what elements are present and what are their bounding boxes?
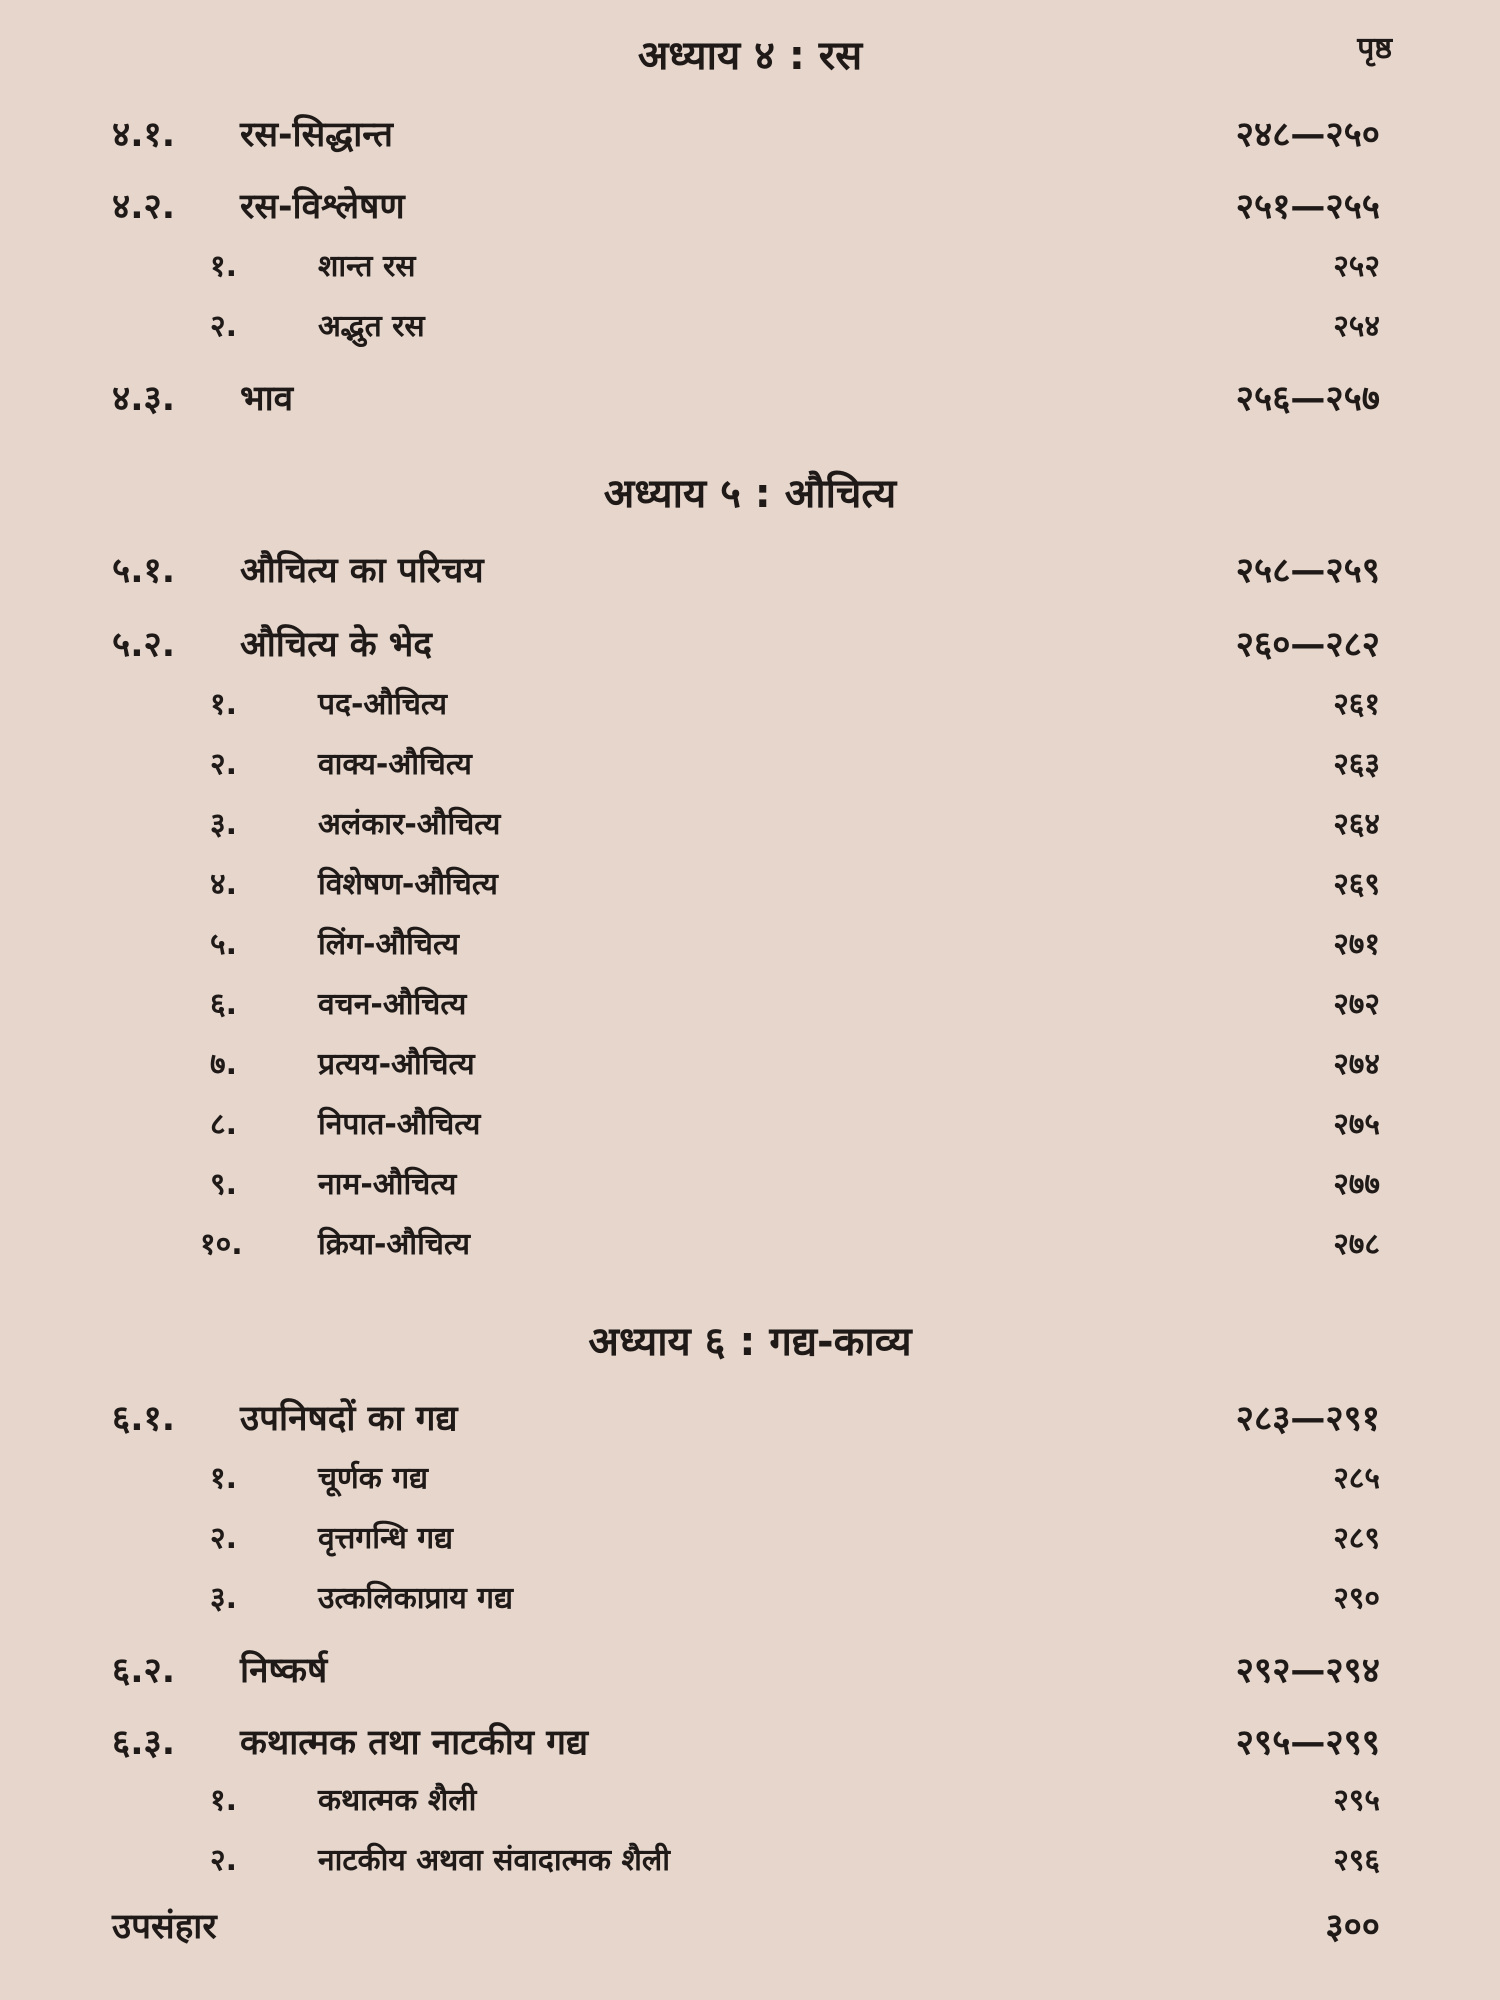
subentry-title: लिंग-औचित्य <box>318 927 460 962</box>
subentry-pages: २६४ <box>1333 807 1380 842</box>
subentry-title: विशेषण-औचित्य <box>318 867 498 902</box>
entry-title: कथात्मक तथा नाटकीय गद्य <box>240 1723 589 1763</box>
entry-number: ६.१. <box>112 1399 175 1439</box>
subentry-number: ६. <box>210 987 237 1022</box>
subentry-pages: २७४ <box>1333 1047 1380 1082</box>
entry-pages: २९५—२९९ <box>1235 1723 1380 1763</box>
toc-entry-4-3 <box>0 374 1500 426</box>
toc-subentry <box>0 1456 1500 1508</box>
entry-pages: २६०—२८२ <box>1235 625 1380 665</box>
toc-subentry <box>0 1162 1500 1214</box>
toc-subentry <box>0 1576 1500 1628</box>
subentry-number: ९. <box>210 1167 237 1202</box>
subentry-number: ७. <box>210 1047 237 1082</box>
subentry-number: १०. <box>200 1227 243 1262</box>
subentry-pages: २७१ <box>1333 927 1380 962</box>
subentry-number: ३. <box>210 1581 237 1616</box>
toc-subentry <box>0 1838 1500 1890</box>
subentry-pages: २९६ <box>1333 1843 1380 1878</box>
toc-subentry <box>0 1102 1500 1154</box>
toc-subentry <box>0 742 1500 794</box>
subentry-pages: २८९ <box>1333 1521 1380 1556</box>
entry-title: औचित्य का परिचय <box>240 551 484 591</box>
entry-number: ४.२. <box>112 187 175 227</box>
subentry-pages: २६३ <box>1333 747 1380 782</box>
entry-title: उपसंहार <box>112 1907 217 1947</box>
entry-title: निष्कर्ष <box>240 1651 328 1691</box>
entry-title: उपनिषदों का गद्य <box>240 1399 458 1439</box>
subentry-number: ३. <box>210 807 237 842</box>
toc-subentry <box>0 1516 1500 1568</box>
entry-title: औचित्य के भेद <box>240 625 432 665</box>
entry-pages: ३०० <box>1325 1907 1380 1947</box>
entry-number: ५.२. <box>112 625 175 665</box>
chapter-5-heading: अध्याय ५ : औचित्य <box>603 471 897 517</box>
toc-subentry <box>0 982 1500 1034</box>
page-column-header: पृष्ठ <box>1357 31 1392 66</box>
subentry-title: पद-औचित्य <box>318 687 448 722</box>
subentry-pages: २७५ <box>1333 1107 1380 1142</box>
subentry-number: १. <box>210 249 237 284</box>
subentry-title: अलंकार-औचित्य <box>318 807 501 842</box>
toc-subentry <box>0 304 1500 356</box>
entry-title: भाव <box>240 379 294 419</box>
toc-entry-5-1 <box>0 546 1500 598</box>
chapter-6-heading: अध्याय ६ : गद्य-काव्य <box>588 1319 912 1365</box>
subentry-number: ४. <box>210 867 237 902</box>
entry-number: ४.३. <box>112 379 175 419</box>
toc-entry-conclusion <box>0 1902 1500 1954</box>
subentry-title: चूर्णक गद्य <box>318 1461 429 1496</box>
entry-number: ५.१. <box>112 551 175 591</box>
subentry-number: १. <box>210 1461 237 1496</box>
subentry-title: वाक्य-औचित्य <box>318 747 472 782</box>
subentry-title: अद्भुत रस <box>318 309 425 344</box>
subentry-title: वचन-औचित्य <box>318 987 467 1022</box>
subentry-pages: २९० <box>1333 1581 1380 1616</box>
entry-pages: २९२—२९४ <box>1235 1651 1380 1691</box>
toc-entry-4-1 <box>0 110 1500 162</box>
toc-entry-4-2 <box>0 182 1500 234</box>
subentry-title: कथात्मक शैली <box>318 1783 477 1818</box>
toc-subentry <box>0 1778 1500 1830</box>
entry-number: ६.३. <box>112 1723 175 1763</box>
subentry-number: २. <box>210 747 237 782</box>
entry-pages: २५८—२५९ <box>1235 551 1380 591</box>
subentry-number: १. <box>210 687 237 722</box>
toc-subentry <box>0 922 1500 974</box>
toc-entry-5-2 <box>0 620 1500 672</box>
entry-number: ४.१. <box>112 115 175 155</box>
subentry-pages: २६१ <box>1333 687 1380 722</box>
subentry-number: ८. <box>210 1107 237 1142</box>
toc-entry-6-3 <box>0 1718 1500 1770</box>
subentry-pages: २७८ <box>1333 1227 1380 1262</box>
subentry-pages: २६९ <box>1333 867 1380 902</box>
subentry-number: २. <box>210 1843 237 1878</box>
entry-pages: २४८—२५० <box>1235 115 1380 155</box>
subentry-title: प्रत्यय-औचित्य <box>318 1047 475 1082</box>
toc-subentry <box>0 862 1500 914</box>
toc-subentry <box>0 1042 1500 1094</box>
subentry-pages: २९५ <box>1333 1783 1380 1818</box>
subentry-title: क्रिया-औचित्य <box>318 1227 471 1262</box>
toc-subentry <box>0 802 1500 854</box>
toc-subentry <box>0 682 1500 734</box>
chapter-4-heading: अध्याय ४ : रस <box>637 33 863 79</box>
subentry-pages: २७२ <box>1333 987 1380 1022</box>
subentry-title: शान्त रस <box>318 249 416 284</box>
subentry-title: वृत्तगन्धि गद्य <box>318 1521 454 1556</box>
entry-pages: २५६—२५७ <box>1235 379 1380 419</box>
subentry-title: नाम-औचित्य <box>318 1167 457 1202</box>
entry-number: ६.२. <box>112 1651 175 1691</box>
entry-title: रस-विश्लेषण <box>240 187 405 227</box>
toc-entry-6-1 <box>0 1394 1500 1446</box>
entry-pages: २५१—२५५ <box>1235 187 1380 227</box>
subentry-pages: २७७ <box>1333 1167 1380 1202</box>
subentry-title: उत्कलिकाप्राय गद्य <box>318 1581 513 1616</box>
subentry-number: ५. <box>210 927 237 962</box>
subentry-pages: २५४ <box>1333 309 1380 344</box>
subentry-pages: २५२ <box>1333 249 1380 284</box>
subentry-number: १. <box>210 1783 237 1818</box>
subentry-pages: २८५ <box>1333 1461 1380 1496</box>
subentry-number: २. <box>210 1521 237 1556</box>
toc-subentry <box>0 1222 1500 1274</box>
toc-entry-6-2 <box>0 1646 1500 1698</box>
entry-pages: २८३—२९१ <box>1235 1399 1380 1439</box>
subentry-title: निपात-औचित्य <box>318 1107 481 1142</box>
entry-title: रस-सिद्धान्त <box>240 115 393 155</box>
subentry-title: नाटकीय अथवा संवादात्मक शैली <box>318 1843 670 1878</box>
toc-subentry <box>0 244 1500 296</box>
subentry-number: २. <box>210 309 237 344</box>
